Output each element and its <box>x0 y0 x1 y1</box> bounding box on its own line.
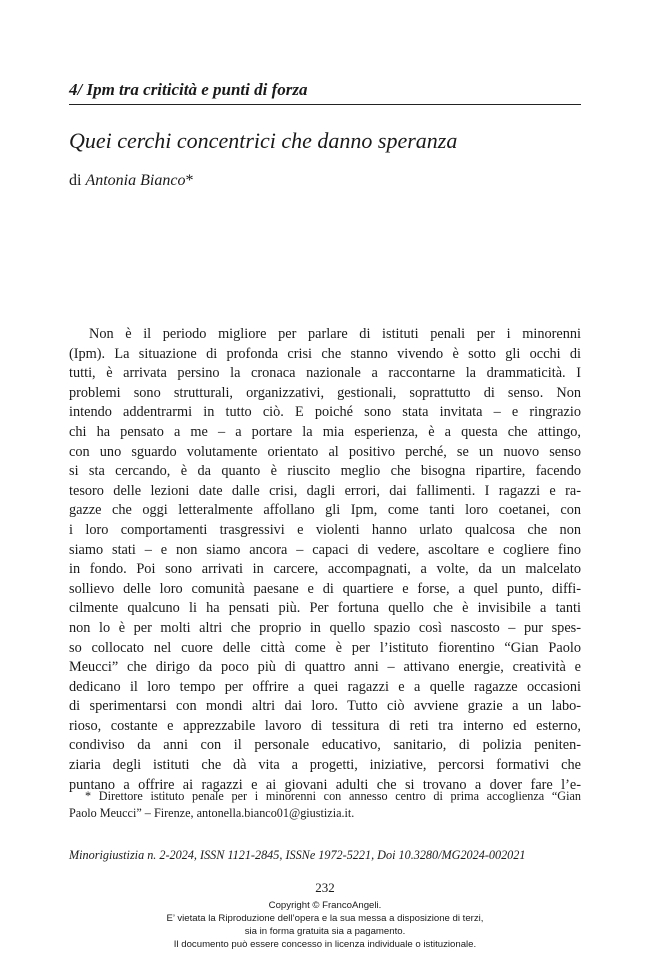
body-line: sollievo delle loro comunità paesane e di quartiere e forse, a quel punto, diffi- <box>69 580 581 597</box>
body-line: Meucci” che dirigo da poco più di quattro anni – attivano energie, creatività e <box>69 659 581 676</box>
footnote <box>69 788 581 822</box>
body-line: so collocato nel cuore delle città come è per l’istituto fiorentino “Gian Paolo <box>69 639 581 656</box>
body-line: con uno sguardo volutamente orientato al positivo perché, se un nuovo senso <box>69 443 581 460</box>
byline <box>69 172 193 190</box>
body-line: si sta cercando, è da quanto è riuscito meglio che bisogna ripartire, facendo <box>69 463 581 480</box>
body-line: i loro comportamenti trasgressivi e violenti hanno urlato qualcosa che non <box>69 521 581 538</box>
journal-citation: Minorigiustizia n. 2-2024, ISSN 1121-2845, ISSNe 1972-5221, Doi 10.3280/MG2024-002021 <box>69 848 526 862</box>
copyright-line: Copyright © FrancoAngeli. <box>268 900 382 911</box>
body-line: (Ipm). La situazione di profonda crisi che stanno vivendo è sotto gli occhi di <box>69 345 581 362</box>
body-line: tesoro delle lezioni date dalle crisi, dagli errori, dai fallimenti. I ragazzi e ra- <box>69 482 581 499</box>
copyright-notice <box>0 899 650 951</box>
body-line: non lo è per molti altri che proprio in quello spazio così nascosto – pur spes- <box>69 619 581 636</box>
body-line: siamo stati – e non siamo ancora – capaci di vedere, ascoltare e cogliere fino <box>69 541 581 558</box>
body-line: di sperimentarsi con mondi altri dai loro. Tutto ciò avviene grazie a un labo- <box>69 698 581 715</box>
copyright-line: Il documento può essere concesso in licenza individuale o istituzionale. <box>173 939 477 950</box>
footnote-marker: * <box>185 172 194 189</box>
body-line: cilmente qualcuno li ha pensati più. Per fortuna quello che è invisibile a tanti <box>69 600 581 617</box>
body-line: puntano a offrire ai ragazzi e ai giovani adulti che si trovano a dover fare l’e- <box>69 776 581 793</box>
body-text <box>69 325 581 795</box>
author-name: Antonia Bianco <box>85 172 186 189</box>
body-line: ziaria degli istituti che dà vita a progetti, iniziative, percorsi formativi che <box>69 757 581 774</box>
body-line: dedicano il loro tempo per offrire a quei ragazzi e a quelle ragazze occasioni <box>69 678 581 695</box>
body-line: gazze che oggi letteralmente affollano gli Ipm, come tanti loro coetanei, con <box>69 502 581 519</box>
page-number: 232 <box>315 880 335 895</box>
body-line: Non è il periodo migliore per parlare di istituti penali per i minorenni <box>89 326 581 342</box>
section-title: 4/ Ipm tra criticità e punti di forza <box>69 80 308 99</box>
body-line: tutti, è arrivata persino la cronaca nazionale a raccontarne la drammaticità. I <box>69 365 581 382</box>
body-line: intendo addentrarmi in tutto ciò. E poiché sono stata invitata – e ringrazio <box>69 404 581 421</box>
section-divider <box>69 104 581 105</box>
body-line: condiviso da anni con il personale educativo, sanitario, di polizia peniten- <box>69 737 581 754</box>
body-line: chi ha pensato a me – a portare la mia esperienza, è a questa che attingo, <box>69 423 581 440</box>
byline-prefix: di <box>69 172 86 189</box>
footnote-line: * Direttore istituto penale per i minorenni con annesso centro di prima accoglienza “Gian <box>85 789 581 803</box>
footnote-line: Paolo Meucci” – Firenze, antonella.bianco01@giustizia.it. <box>69 806 355 820</box>
body-line: rioso, costante e apprezzabile lavoro di tessitura di reti tra interno ed esterno, <box>69 717 581 734</box>
article-title: Quei cerchi concentrici che danno speranza <box>69 128 458 153</box>
body-line: in fondo. Poi sono arrivati in carcere, accompagnati, a volte, da un malcelato <box>69 561 581 578</box>
copyright-line: sia in forma gratuita sia a pagamento. <box>244 926 406 937</box>
body-line: problemi sono strutturali, organizzativi, gestionali, soprattutto di senso. Non <box>69 384 581 401</box>
copyright-line: E’ vietata la Riproduzione dell’opera e la sua messa a disposizione di terzi, <box>166 913 484 924</box>
